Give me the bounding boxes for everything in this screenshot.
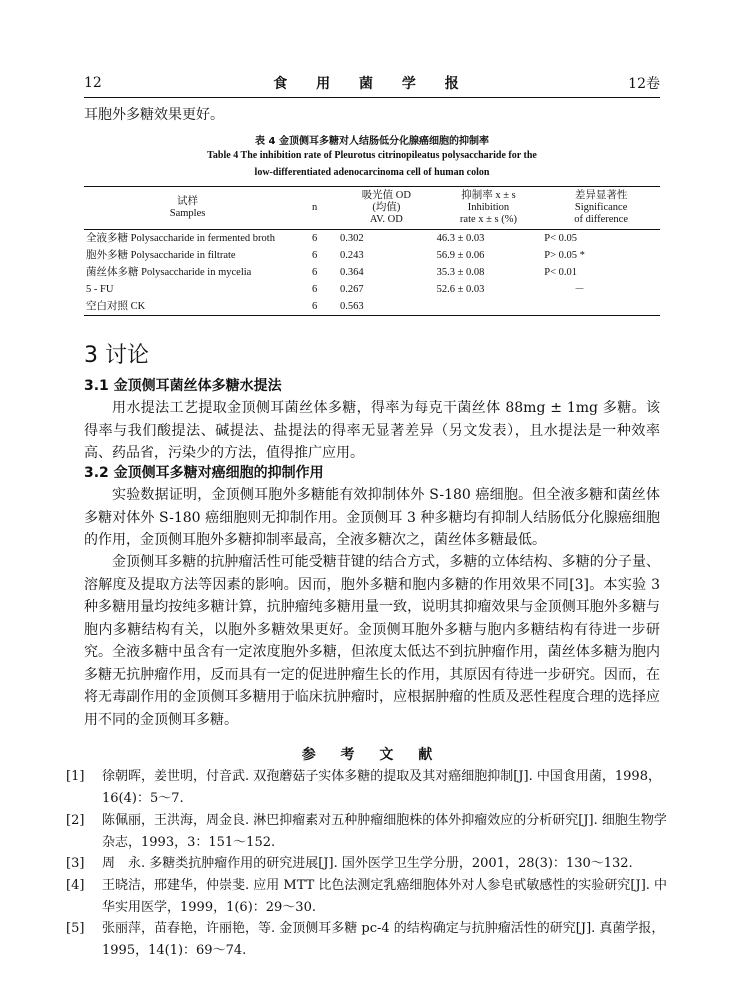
section-title: 3 讨论: [84, 343, 149, 368]
cell-n: 6: [311, 284, 318, 295]
col-header-od: 吸光值 OD (均值) AV. OD: [361, 190, 411, 225]
paragraph-3-2-b: 金顶侧耳多糖的抗肿瘤活性可能受糖苷键的结合方式，多糖的立体结构、多糖的分子量、溶解度及提取方法等因素的影响。因而，胞外多糖和胞内多糖的作用效果不同[3]。本实验 3 种多糖用量均按纯多糖计算，抗肿瘤纯多糖用量一致，说明其抑瘤效果与金顶侧耳胞外多糖与胞内多糖结构有关，以胞外多糖效果更好。金顶侧耳胞外多糖与胞内多糖结构有待进一步研究。全液多糖中虽含有一定浓度胞外多糖，但浓度太低达不到抗肿瘤作用，菌丝体多糖为胞内多糖无抗肿瘤作用，反而具有一定的促进肿瘤生长的作用，其原因有待进一步研究。因而，在将无毒副作用的金顶侧耳多糖用于临床抗肿瘤时，应根据肿瘤的性质及恶性程度合理的选择应用不同的金顶侧耳多糖。: [84, 554, 660, 728]
table-row: [84, 281, 660, 298]
reference-item: [2] 陈佩丽，王洪海，周金良. 淋巴抑瘤素对五种肿瘤细胞株的体外抑瘤效应的分析研究[J]. 细胞生物学杂志，1993，3：151～152.: [66, 813, 667, 850]
intro-line: 耳胞外多糖效果更好。: [84, 107, 224, 123]
reference-item: [5] 张丽萍，苗春艳，许丽艳，等. 金顶侧耳多糖 pc-4 的结构确定与抗肿瘤活性的研究[J]. 真菌学报，1995，14(1)：69～74.: [66, 921, 665, 958]
volume-label: 12卷: [628, 76, 660, 92]
table-row: [84, 247, 660, 264]
references-title: 参 考 文 献: [301, 747, 443, 763]
cell-n: 6: [311, 267, 318, 278]
table-caption-en-1: Table 4 The inhibition rate of Pleurotus citrinopileatus polysaccharide for the: [207, 150, 537, 161]
cell-rate: 46.3 ± 0.03: [436, 233, 485, 244]
cell-significance: P< 0.05: [544, 233, 578, 244]
cell-rate: 52.6 ± 0.03: [436, 284, 485, 295]
table-caption-en-2: low-differentiated adenocarcinoma cell of human colon: [254, 167, 490, 178]
cell-od: 0.563: [340, 301, 364, 312]
col-header-significance: 差异显著性 Significance of difference: [574, 190, 628, 225]
subsection-title-3-1: 3.1 金顶侧耳菌丝体多糖水提法: [84, 378, 282, 394]
cell-n: 6: [311, 301, 318, 312]
cell-rate: [435, 298, 543, 316]
cell-significance: [542, 298, 660, 316]
cell-od: 0.302: [340, 233, 364, 244]
cell-sample: 空白对照 CK: [86, 301, 146, 312]
col-header-sample: 试样 Samples: [169, 196, 206, 219]
running-header: [84, 70, 660, 96]
cell-significance: －: [574, 284, 585, 295]
page-number: 12: [84, 75, 102, 91]
cell-sample: 胞外多糖 Polysaccharide in filtrate: [86, 250, 236, 261]
table-row: [84, 230, 660, 248]
cell-od: 0.267: [340, 284, 364, 295]
reference-item: [3] 周 永. 多糖类抗肿瘤作用的研究进展[J]. 国外医学卫生学分册，2001，28(3)：130～132.: [66, 856, 633, 871]
cell-n: 6: [311, 233, 318, 244]
cell-n: 6: [311, 250, 318, 261]
table-row: [84, 264, 660, 281]
reference-item: [4] 王晓洁，邢建华，仲崇斐. 应用 MTT 比色法测定乳癌细胞体外对人参皂甙敏感性的实验研究[J]. 中华实用医学，1999，1(6)：29～30.: [66, 878, 668, 915]
cell-sample: 5 - FU: [86, 284, 114, 295]
cell-od: 0.364: [340, 267, 364, 278]
cell-rate: 56.9 ± 0.06: [436, 250, 485, 261]
cell-sample: 全液多糖 Polysaccharide in fermented broth: [86, 233, 275, 244]
inhibition-table: [84, 186, 660, 316]
subsection-title-3-2: 3.2 金顶侧耳多糖对癌细胞的抑制作用: [84, 465, 324, 481]
col-header-rate: 抑制率 x ± s Inhibition rate x ± s (%): [459, 190, 517, 225]
paragraph-3-1: 用水提法工艺提取金顶侧耳菌丝体多糖，得率为每克干菌丝体 88mg ± 1mg 多糖。该得率与我们酸提法、碱提法、盐提法的得率无显著差异（另文发表），且水提法是一种效率高、药品省，污染少的方法，值得推广应用。: [84, 400, 660, 461]
table-header-row: [84, 187, 660, 230]
table-caption-cn: 表 4 金顶侧耳多糖对人结肠低分化腺癌细胞的抑制率: [255, 136, 489, 147]
table-row: [84, 298, 660, 316]
cell-significance: P< 0.01: [544, 267, 578, 278]
cell-sample: 菌丝体多糖 Polysaccharide in mycelia: [86, 267, 252, 278]
reference-item: [1] 徐朝晖，姜世明，付音武. 双孢蘑菇子实体多糖的提取及其对癌细胞抑制[J]. 中国食用菌，1998，16(4)：5～7.: [66, 769, 661, 806]
cell-od: 0.243: [340, 250, 364, 261]
journal-title: 食 用 菌 学 报: [273, 76, 471, 92]
cell-rate: 35.3 ± 0.08: [436, 267, 485, 278]
paragraph-3-2-a: 实验数据证明，金顶侧耳胞外多糖能有效抑制体外 S-180 癌细胞。但全液多糖和菌丝体多糖对体外 S-180 癌细胞则无抑制作用。金顶侧耳 3 种多糖均有抑制人结肠低分化腺癌细胞的作用，金顶侧耳胞外多糖抑制率最高，全液多糖次之，菌丝体多糖最低。: [84, 487, 660, 548]
col-header-n: n: [311, 202, 318, 213]
cell-significance: P> 0.05 *: [544, 250, 585, 261]
header-rule: [84, 97, 660, 98]
